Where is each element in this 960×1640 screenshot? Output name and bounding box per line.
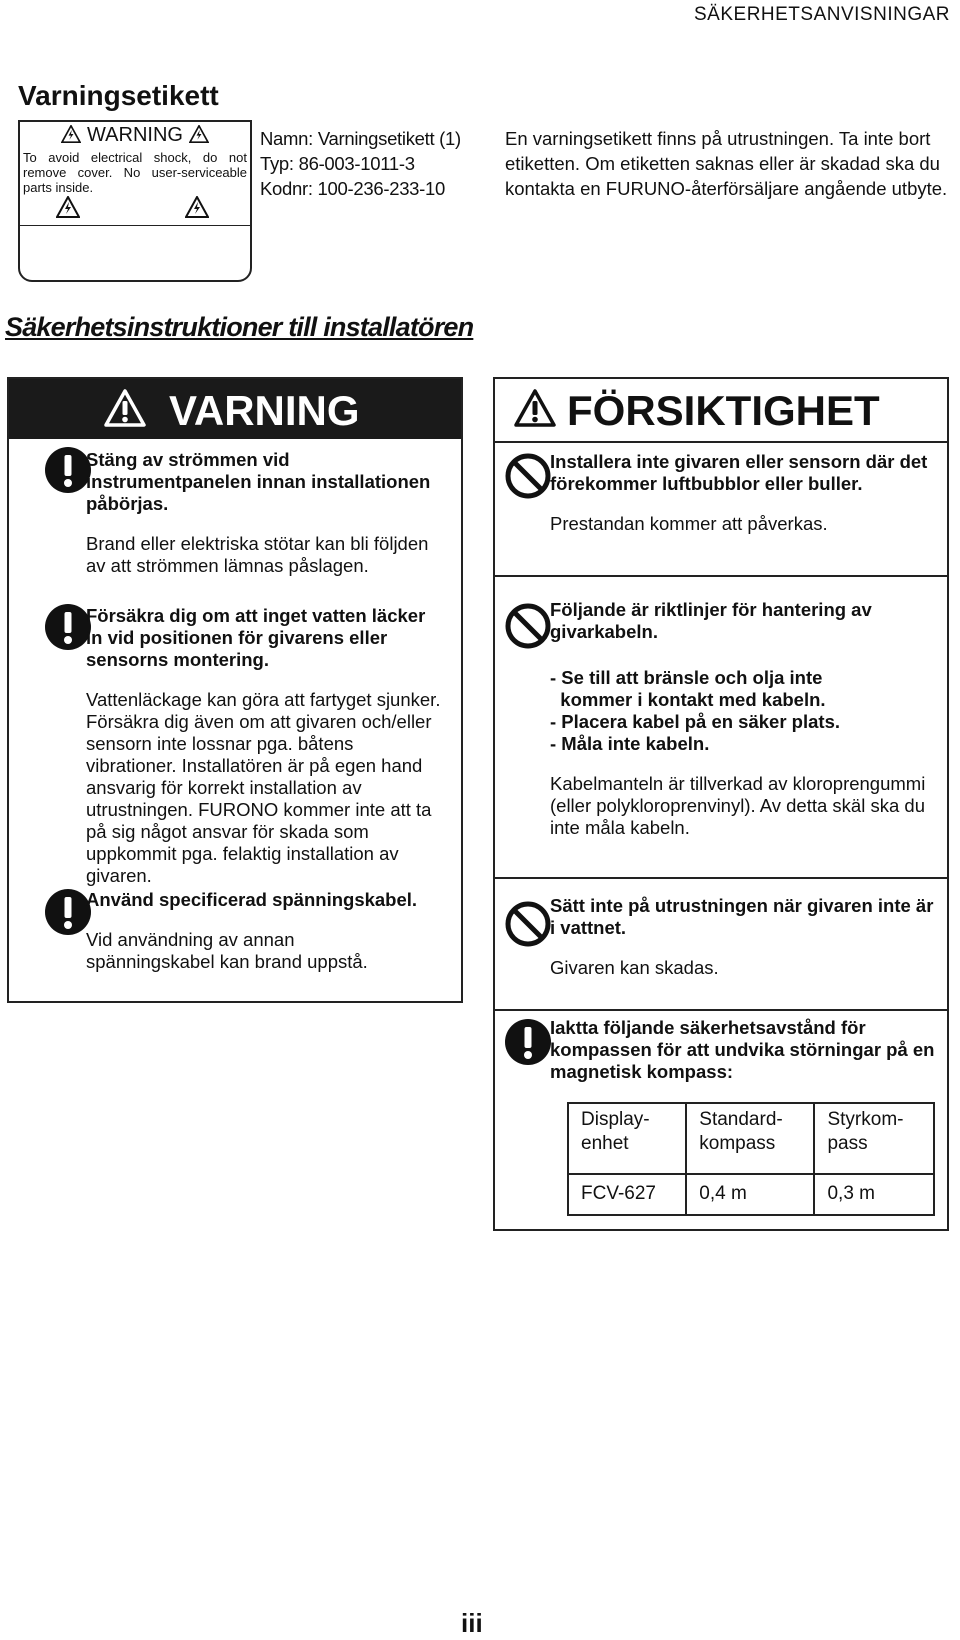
warning-triangle-icon [185, 196, 209, 218]
label-body-text: To avoid electrical shock, do not remove cover. No user-serviceable parts inside. [23, 150, 247, 195]
warning-item-2-title: Försäkra dig om att inget vatten läcker in vid positionen för givarens eller sensorns montering. [86, 605, 426, 670]
warning-title: VARNING [169, 387, 360, 434]
label-info [260, 126, 461, 201]
warning-item-1-text: Brand eller elektriska stötar kan bli följden av att strömmen lämnas påslagen. [86, 533, 429, 576]
page-number: iii [461, 1608, 483, 1638]
label-warning-heading [20, 122, 250, 148]
prohibition-icon [505, 603, 551, 649]
prohibition-icon [505, 453, 551, 499]
caution-item-3 [550, 895, 940, 979]
prohibition-icon [505, 901, 551, 947]
table-cell: 0,3 m [814, 1174, 934, 1215]
label-description: En varningsetikett finns på utrustningen. Ta inte bort etiketten. Om etiketten saknas eller är skadad ska du kontakta en FURUNO-återförsäljare angående utbyte. [505, 128, 948, 199]
warning-item-1 [86, 449, 446, 577]
table-header-cell: Display- enhet [568, 1103, 686, 1174]
caution-panel [493, 377, 949, 1231]
table-cell: FCV-627 [568, 1174, 686, 1215]
warning-panel [7, 377, 463, 1003]
caution-item-4-title: Iaktta följande säkerhetsavstånd för kompassen för att undvika störningar på en magnetisk kompass: [550, 1017, 935, 1082]
warning-triangle-icon [61, 125, 81, 143]
caution-item-2-text: Kabelmanteln är tillverkad av kloroprengummi (eller polykloroprenvinyl). Av detta skäl ska du inte måla kabeln. [550, 773, 926, 838]
table-header-cell: Styrkom- pass [814, 1103, 934, 1174]
table-cell: 0,4 m [686, 1174, 814, 1215]
warning-panel-header [9, 379, 461, 439]
caution-item-1-text: Prestandan kommer att påverkas. [550, 513, 828, 534]
warning-item-3-text: Vid användning av annan spänningskabel kan brand uppstå. [86, 929, 368, 972]
mandatory-icon [45, 604, 91, 650]
warning-item-3-title: Använd specificerad spänningskabel. [86, 889, 418, 910]
caution-item-3-text: Givaren kan skadas. [550, 957, 719, 978]
warning-triangle-icon [189, 125, 209, 143]
table-row [568, 1174, 934, 1215]
caution-divider [495, 575, 947, 577]
label-warning-text: WARNING [87, 124, 183, 146]
mandatory-icon [45, 447, 91, 493]
caution-item-2-list-2: kommer i kontakt med kabeln. [550, 689, 826, 710]
table-header-row [568, 1103, 934, 1174]
label-divider [20, 225, 250, 226]
caution-item-2-list-1: - Se till att bränsle och olja inte [550, 667, 823, 688]
label-type: Typ: 86-003-1011-3 [260, 153, 415, 174]
caution-item-2-title: Följande är riktlinjer för hantering av givarkabeln. [550, 599, 872, 642]
caution-item-3-title: Sätt inte på utrustningen när givaren inte är i vattnet. [550, 895, 934, 938]
compass-distance-table [567, 1102, 935, 1216]
caution-divider [495, 877, 947, 879]
caution-panel-header [495, 379, 947, 443]
table-header-cell: Standard- kompass [686, 1103, 814, 1174]
caution-triangle-icon [513, 388, 557, 428]
warning-item-2 [86, 605, 446, 887]
caution-item-1 [550, 451, 940, 535]
caution-item-1-title: Installera inte givaren eller sensorn där det förekommer luftbubblor eller buller. [550, 451, 928, 494]
warning-triangle-icon [103, 388, 147, 428]
mandatory-icon [45, 889, 91, 935]
section-header: SÄKERHETSANVISNINGAR [694, 4, 950, 25]
caution-item-2-list-4: - Måla inte kabeln. [550, 733, 710, 754]
label-name: Namn: Varningsetikett (1) [260, 128, 461, 149]
warning-item-1-title: Stäng av strömmen vid instrumentpanelen innan installationen påbörjas. [86, 449, 431, 514]
warning-triangle-icon [56, 196, 80, 218]
label-code: Kodnr: 100-236-233-10 [260, 178, 446, 199]
label-section-title: Varningsetikett [18, 80, 219, 111]
caution-item-2-list-3: - Placera kabel på en säker plats. [550, 711, 840, 732]
caution-divider [495, 1009, 947, 1011]
warning-item-3 [86, 889, 456, 973]
mandatory-icon [505, 1019, 551, 1065]
caution-title: FÖRSIKTIGHET [567, 387, 880, 434]
install-section-title: Säkerhetsinstruktioner till installatören [5, 312, 474, 342]
caution-item-4 [550, 1017, 940, 1083]
warning-label-image [18, 120, 252, 282]
caution-item-2 [550, 599, 940, 839]
warning-item-2-text: Vattenläckage kan göra att fartyget sjunker. Försäkra dig även om att givaren och/eller sensorn inte lossnar pga. båtens vibrationer. Installatören är på egen hand ansvarig för korrekt installation av utrustningen. FURONO kommer inte att ta på sig något ansvar för skada som uppkommit pga. felaktig installation av givaren. [86, 689, 441, 886]
